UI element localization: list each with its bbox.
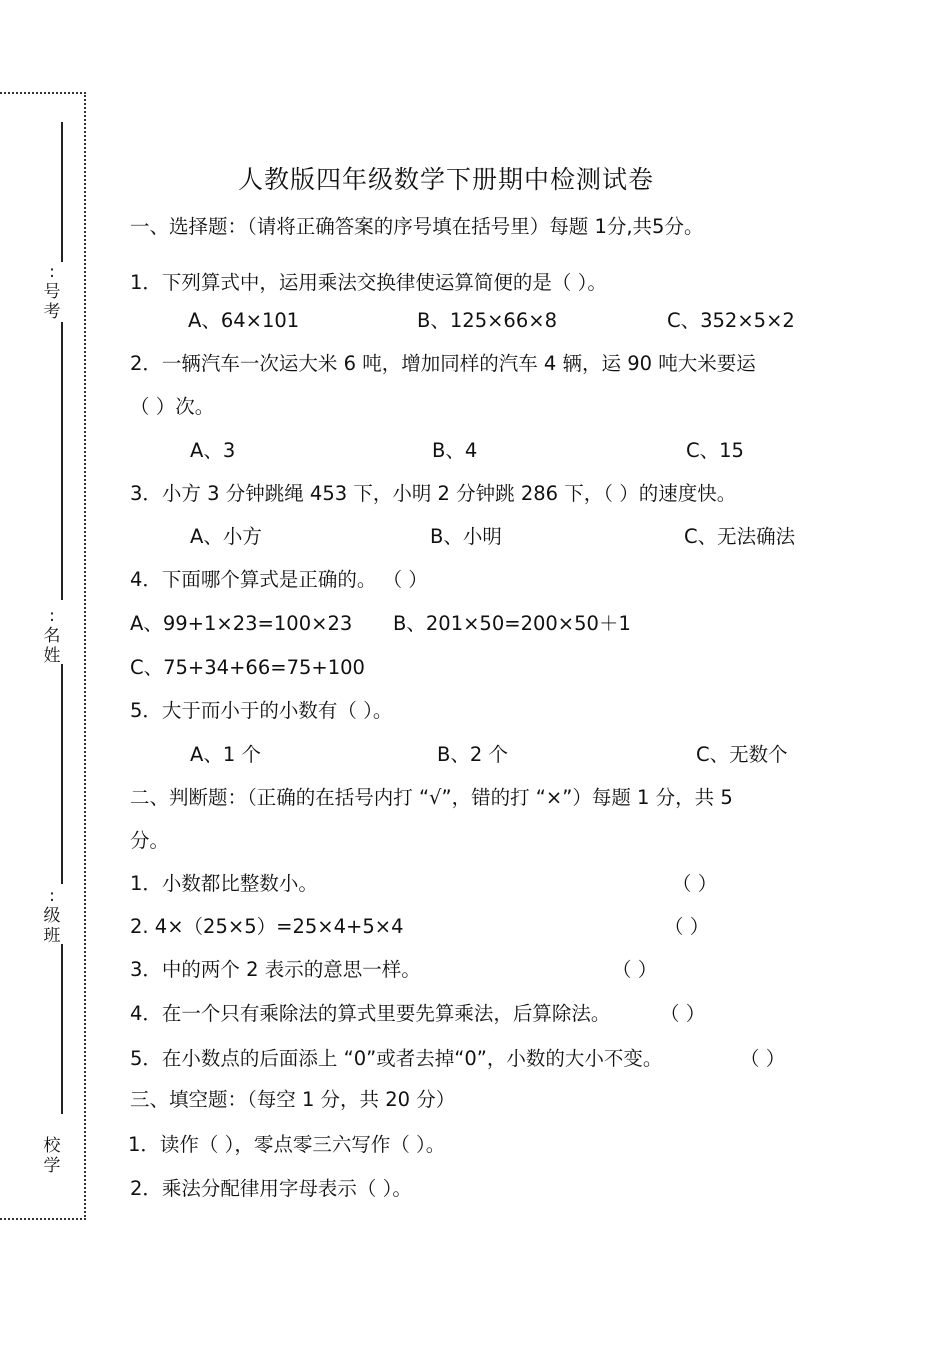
- page-title: 人教版四年级数学下册期中检测试卷: [238, 165, 655, 194]
- q3-option-b: B、小明: [430, 525, 502, 548]
- q2-option-c: C、15: [686, 439, 744, 462]
- q3-option-c: C、无法确法: [684, 525, 796, 548]
- q1-option-b: B、125×66×8: [417, 309, 557, 332]
- judgment-1-bracket: （ ）: [672, 872, 718, 895]
- q5-option-a: A、1 个: [190, 743, 261, 766]
- judgment-3-bracket: （ ）: [612, 958, 658, 981]
- binding-line: [61, 122, 63, 262]
- judgment-5: 5．在小数点的后面添上 “0”或者去掉“0”，小数的大小不变。: [130, 1047, 663, 1070]
- question-2-continued: （ ）次。: [130, 395, 215, 418]
- judgment-2-bracket: （ ）: [664, 915, 710, 938]
- q2-option-a: A、3: [190, 439, 236, 462]
- q4-option-b: B、201×50=200×50＋1: [393, 612, 631, 635]
- q4-option-a: A、99+1×23=100×23: [130, 612, 353, 635]
- fill-1: 1．读作（ ），零点零三六写作（ ）。: [128, 1133, 446, 1156]
- question-2: 2．一辆汽车一次运大米 6 吨，增加同样的汽车 4 辆，运 90 吨大米要运: [130, 352, 756, 375]
- judgment-2: 2. 4×（25×5）=25×4+5×4: [130, 915, 404, 938]
- fill-2: 2．乘法分配律用字母表示（ ）。: [130, 1177, 412, 1200]
- question-3: 3．小方 3 分钟跳绳 453 下，小明 2 分钟跳 286 下，（ ）的速度快。: [130, 482, 737, 505]
- school-label: 校 学: [43, 1136, 61, 1176]
- q5-option-b: B、2 个: [437, 743, 508, 766]
- q1-option-c: C、352×5×2: [667, 309, 795, 332]
- binding-line: [61, 322, 63, 600]
- section-1-header: 一、选择题：（请将正确答案的序号填在括号里）每题 1分,共5分。: [130, 215, 704, 238]
- class-label: : 级 班: [43, 886, 61, 946]
- binding-line: [61, 664, 63, 884]
- q1-option-a: A、64×101: [188, 309, 300, 332]
- question-4: 4．下面哪个算式是正确的。 （ ）: [130, 568, 428, 591]
- q2-option-b: B、4: [432, 439, 478, 462]
- judgment-4-bracket: （ ）: [660, 1002, 706, 1025]
- binding-line: [61, 944, 63, 1114]
- section-3-header: 三、填空题：（每空 1 分，共 20 分）: [130, 1088, 456, 1111]
- name-label: : 名 姓: [43, 606, 61, 666]
- question-1: 1．下列算式中，运用乘法交换律使运算简便的是（ ）。: [130, 271, 607, 294]
- exam-number-label: : 号 考: [43, 262, 61, 322]
- judgment-5-bracket: （ ）: [740, 1047, 786, 1070]
- judgment-3: 3．中的两个 2 表示的意思一样。: [130, 958, 421, 981]
- section-2-header: 二、判断题：（正确的在括号内打 “√”，错的打 “×”）每题 1 分，共 5: [130, 786, 733, 809]
- q5-option-c: C、无数个: [696, 743, 788, 766]
- question-5: 5．大于而小于的小数有（ ）。: [130, 699, 393, 722]
- judgment-4: 4．在一个只有乘除法的算式里要先算乘法，后算除法。: [130, 1002, 611, 1025]
- judgment-1: 1．小数都比整数小。: [130, 872, 318, 895]
- q3-option-a: A、小方: [190, 525, 262, 548]
- section-2-header-continued: 分。: [130, 829, 170, 852]
- q4-option-c: C、75+34+66=75+100: [130, 656, 365, 679]
